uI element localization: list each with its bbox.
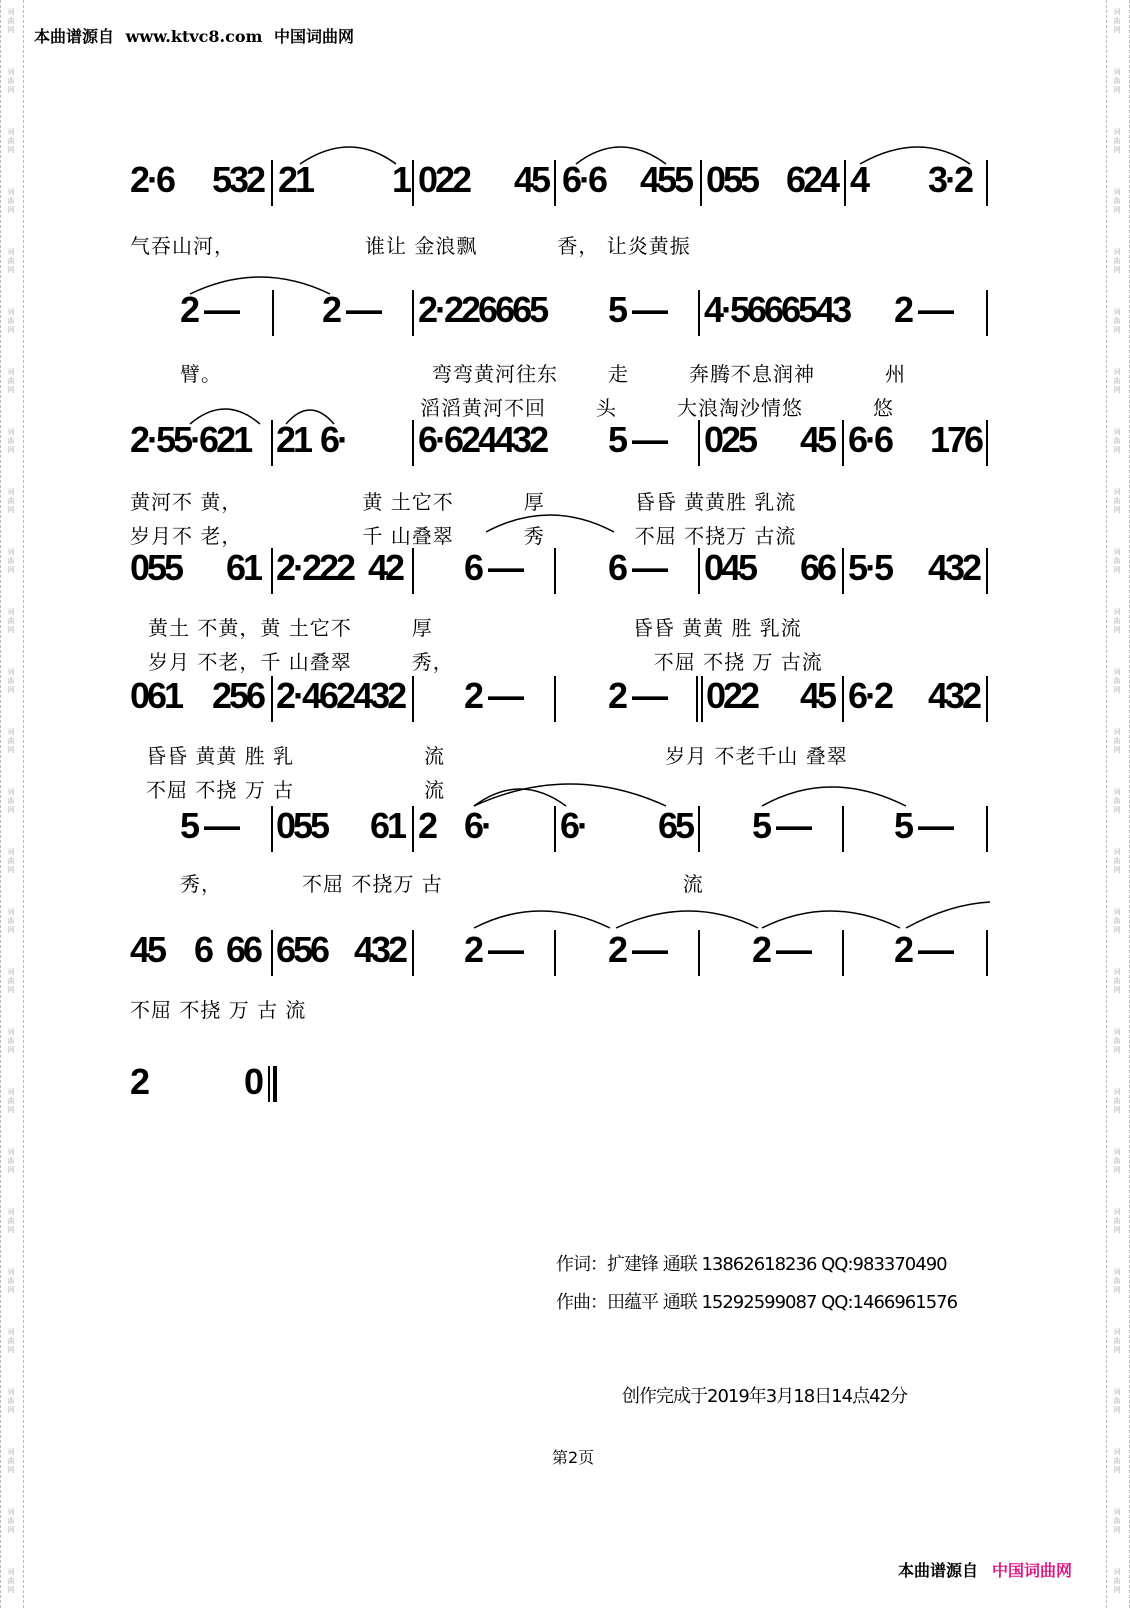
watermark-mark: 词 曲 网 [1113,1028,1121,1054]
note-group: 45 [800,419,835,460]
watermark-mark: 词 曲 网 [7,188,15,214]
note-group: 1 [392,159,410,200]
note-group: 4·5666543 [704,289,850,330]
note-group: 6·6 [562,159,606,200]
credits [556,1250,957,1326]
note-group: 2 — [464,675,522,716]
note-group: 045 [704,547,756,588]
watermark-mark: 词 曲 网 [7,128,15,154]
watermark-mark: 词 曲 网 [7,728,15,754]
watermark-mark: 词 曲 网 [1113,908,1121,934]
barline [842,806,844,852]
lyric-line: 气吞山河， 谁让 金浪飘 香， 让炎黄振 [130,234,691,258]
note-group: 61 [226,547,261,588]
page-footer [898,1558,1072,1581]
watermark-mark: 词 曲 网 [7,968,15,994]
lyric-line: 昏昏 黄黄 胜 乳 流 岁月 不老千山 叠翠 [146,744,848,768]
watermark-mark: 词 曲 网 [7,1328,15,1354]
barline [842,420,844,466]
watermark-mark: 词 曲 网 [1113,248,1121,274]
watermark-mark: 词 曲 网 [7,548,15,574]
note-group: 2 [130,1061,148,1102]
note-group: 055 [130,547,182,588]
barline [986,548,988,594]
watermark-mark: 词 曲 网 [7,68,15,94]
note-group: 66 [226,929,261,970]
watermark-mark: 词 曲 网 [1113,608,1121,634]
watermark-mark: 词 曲 网 [7,308,15,334]
barline [554,676,556,722]
note-group: 061 [130,675,182,716]
lyric-line: 臂。 弯弯黄河往东 走 奔腾不息润神 州 [180,362,906,386]
watermark-mark: 词 曲 网 [1113,968,1121,994]
header-site[interactable]: 中国词曲网 [274,27,355,46]
slur-arcs [130,902,992,932]
watermark-mark: 词 曲 网 [1113,668,1121,694]
slur-arcs [130,406,992,426]
note-group: 6·2 [848,675,892,716]
watermark-mark: 词 曲 网 [1113,1208,1121,1234]
watermark-mark: 词 曲 网 [7,8,15,34]
right-margin-strip [1106,0,1130,1608]
watermark-mark: 词 曲 网 [1113,548,1121,574]
watermark-mark: 词 曲 网 [7,1088,15,1114]
barline [554,930,556,976]
barline [412,930,414,976]
note-group: 21 [278,159,313,200]
watermark-mark: 词 曲 网 [7,488,15,514]
note-group: 532 [212,159,264,200]
page-number: 第2页 [552,1448,595,1467]
note-group: 2 — [894,929,952,970]
barline [986,290,988,336]
barline [986,806,988,852]
lyric-line: 不屈 不挠 万 古 流 [146,778,446,802]
note-group: 6 — [608,547,666,588]
slur-arcs [130,514,992,534]
note-group: 432 [928,547,980,588]
note-group: 2 — [608,675,666,716]
barline [701,676,703,722]
watermark-mark: 词 曲 网 [1113,1268,1121,1294]
completion-date: 创作完成于2019年3月18日14点42分 [622,1386,907,1407]
barline [271,676,273,722]
watermark-mark: 词 曲 网 [1113,128,1121,154]
note-group: 42 [368,547,403,588]
note-group: 5 — [894,805,952,846]
note-group: 256 [212,675,264,716]
note-group: 6 — [464,547,522,588]
note-group: 2·6 [130,159,174,200]
header-url[interactable]: www.ktvc8.com [125,27,263,46]
note-group: 6 [194,929,212,970]
note-group: 2 — [608,929,666,970]
footer-site[interactable]: 中国词曲网 [991,1561,1072,1580]
barline [844,160,846,206]
note-group: 2 — [464,929,522,970]
watermark-mark: 词 曲 网 [7,428,15,454]
note-group: 6· [560,805,587,846]
watermark-mark: 词 曲 网 [1113,428,1121,454]
watermark-mark: 词 曲 网 [1113,1388,1121,1414]
watermark-mark: 词 曲 网 [7,1508,15,1534]
note-group: 022 [418,159,470,200]
note-group: 5 — [608,289,666,330]
note-group: 055 [276,805,328,846]
note-group: 2·55·621 [130,419,251,460]
lyric-line: 秀， 不屈 不挠万 古 流 [180,872,704,896]
watermark-mark: 词 曲 网 [7,248,15,274]
watermark-mark: 词 曲 网 [7,1148,15,1174]
note-group: 2 [418,805,436,846]
page-header [34,24,360,47]
watermark-mark: 词 曲 网 [7,1268,15,1294]
note-group: 6· [320,419,347,460]
watermark-mark: 词 曲 网 [7,608,15,634]
barline [698,290,700,336]
barline [700,160,702,206]
barline [412,806,414,852]
lyricist-credit: 作词：扩建锋 通联 13862618236 QQ:983370490 [556,1254,947,1275]
note-group: 45 [130,929,165,970]
barline [986,420,988,466]
barline [412,290,414,336]
watermark-mark: 词 曲 网 [7,788,15,814]
watermark-mark: 词 曲 网 [7,848,15,874]
note-group: 656 [276,929,328,970]
watermark-mark: 词 曲 网 [1113,68,1121,94]
watermark-mark: 词 曲 网 [1113,8,1121,34]
barline [696,676,698,722]
watermark-mark: 词 曲 网 [7,1028,15,1054]
barline [412,548,414,594]
watermark-mark: 词 曲 网 [1113,368,1121,394]
watermark-mark: 词 曲 网 [1113,308,1121,334]
barline [271,160,273,206]
note-group: 055 [706,159,758,200]
note-group: 3·2 [928,159,972,200]
barline [698,930,700,976]
composer-credit: 作曲：田蕴平 通联 15292599087 QQ:1466961576 [556,1292,958,1313]
lyric-line: 岁月 不老，千 山叠翠 秀， 不屈 不挠 万 古流 [148,650,823,674]
note-group: 21 [276,419,311,460]
barline [271,548,273,594]
watermark-mark: 词 曲 网 [7,1388,15,1414]
barline [986,676,988,722]
lyric-line: 滔滔黄河不回 头 大浪淘沙情悠 悠 [420,396,894,420]
watermark-mark: 词 曲 网 [1113,1508,1121,1534]
barline [986,160,988,206]
barline [986,930,988,976]
barline [698,548,700,594]
watermark-mark: 词 曲 网 [1113,788,1121,814]
barline [412,160,414,206]
note-group: 65 [658,805,693,846]
final-barline [273,1066,277,1102]
barline [698,806,700,852]
note-group: 2·226665 [418,289,547,330]
barline [271,806,273,852]
final-barline [268,1066,270,1102]
barline [271,420,273,466]
note-group: 45 [800,675,835,716]
note-group: 6· [464,805,491,846]
lyric-line: 不屈 不挠 万 古 流 [130,998,307,1022]
watermark-mark: 词 曲 网 [1113,188,1121,214]
note-group: 455 [640,159,692,200]
header-source-label: 本曲谱源自 [34,27,115,46]
barline [842,548,844,594]
note-group: 2 — [322,289,380,330]
barline [554,548,556,594]
watermark-mark: 词 曲 网 [1113,488,1121,514]
note-group: 6·6 [848,419,892,460]
watermark-mark: 词 曲 网 [1113,728,1121,754]
slur-arcs [130,276,992,296]
lyric-line: 黄河不 黄， 黄 土它不 厚 昏昏 黄黄胜 乳流 [130,490,797,514]
note-group: 45 [514,159,549,200]
barline [842,676,844,722]
watermark-mark: 词 曲 网 [1113,848,1121,874]
barline [842,930,844,976]
lyric-line: 岁月不 老， 千 山叠翠 秀 不屈 不挠万 古流 [130,524,797,548]
lyric-line: 黄土 不黄，黄 土它不 厚 昏昏 黄黄 胜 乳流 [148,616,802,640]
note-group: 176 [930,419,982,460]
watermark-mark: 词 曲 网 [7,1208,15,1234]
watermark-mark: 词 曲 网 [1113,1448,1121,1474]
slur-arcs [130,784,992,808]
note-group: 66 [800,547,835,588]
watermark-mark: 词 曲 网 [1113,1568,1121,1594]
left-margin-strip [0,0,24,1608]
slur-arcs [130,146,992,166]
note-group: 022 [706,675,758,716]
note-group: 6·624432 [418,419,547,460]
note-group: 2 — [180,289,238,330]
watermark-mark: 词 曲 网 [7,1448,15,1474]
note-group: 5·5 [848,547,892,588]
barline [272,290,274,336]
watermark-mark: 词 曲 网 [7,1568,15,1594]
watermark-mark: 词 曲 网 [7,668,15,694]
note-group: 432 [354,929,406,970]
barline [698,420,700,466]
watermark-mark: 词 曲 网 [7,368,15,394]
watermark-mark: 词 曲 网 [1113,1328,1121,1354]
note-group: 5 — [608,419,666,460]
watermark-mark: 词 曲 网 [7,908,15,934]
note-group: 624 [786,159,838,200]
note-group: 025 [704,419,756,460]
note-group: 5 — [180,805,238,846]
note-group: 61 [370,805,405,846]
note-group: 0 [244,1061,262,1102]
note-group: 2·462432 [276,675,405,716]
footer-source-label: 本曲谱源自 [897,1561,978,1580]
barline [412,676,414,722]
barline [554,160,556,206]
barline [412,420,414,466]
note-group: 5 — [752,805,810,846]
watermark-mark: 词 曲 网 [1113,1148,1121,1174]
note-group: 432 [928,675,980,716]
note-group: 2 — [752,929,810,970]
note-group: 4 [850,159,868,200]
note-group: 2·222 [276,547,354,588]
note-group: 2 — [894,289,952,330]
barline [554,806,556,852]
watermark-mark: 词 曲 网 [1113,1088,1121,1114]
barline [271,930,273,976]
